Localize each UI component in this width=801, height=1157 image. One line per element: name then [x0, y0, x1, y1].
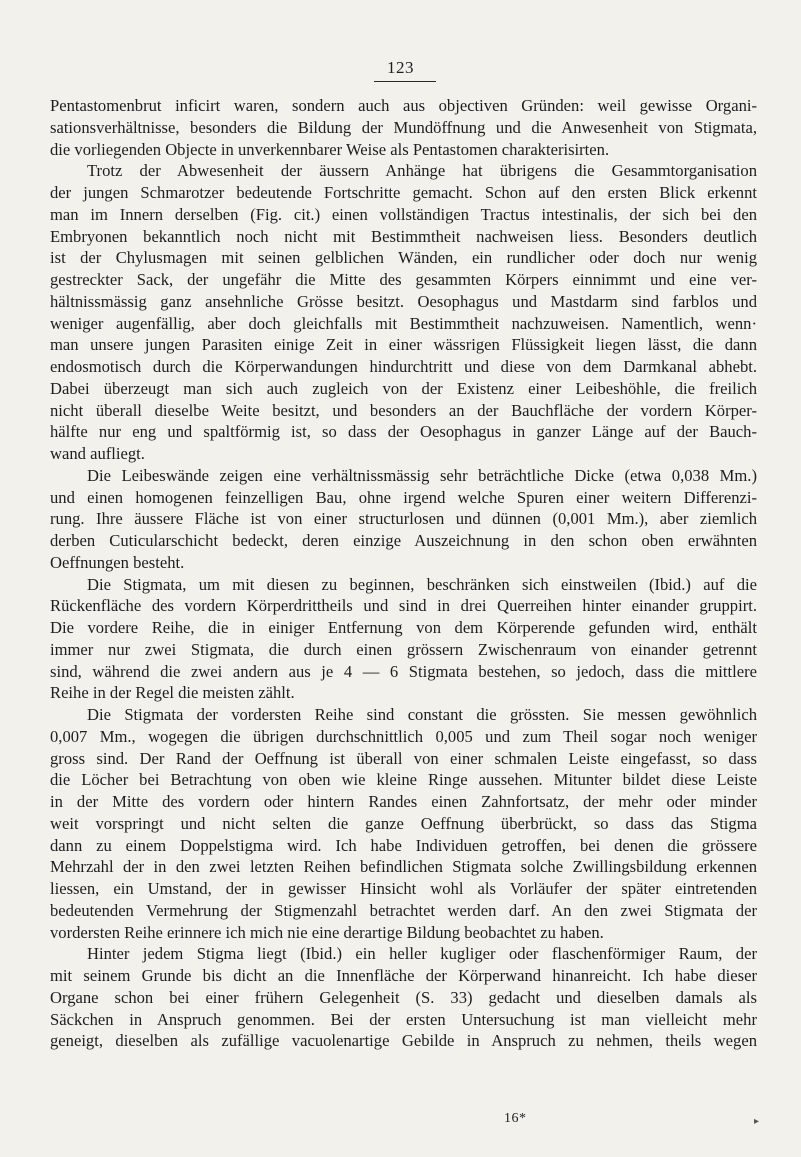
text-line: weniger augenfällig, aber doch gleichfalls mit Bestimmtheit nachzuweisen. Namentlich, wenn·	[50, 313, 757, 333]
text-line: hälfte nur eng und spaltförmig ist, so dass der Oesophagus in ganzer Länge auf der Bauch-	[50, 422, 757, 442]
text-line: mit seinem Grunde bis dicht an die Innenfläche der Körperwand hinanreicht. Ich habe dieser	[50, 966, 757, 985]
signature-mark: 16*	[504, 1111, 527, 1126]
text-line: nicht überall dieselbe Weite besitzt, und besonders an der Bauchfläche der vordern Körper-	[50, 400, 757, 420]
text-line: Die Stigmata der vordersten Reihe sind constant die grössten. Sie messen gewöhnlich	[87, 705, 757, 724]
text-line: Pentastomenbrut inficirt waren, sondern auch aus objectiven Gründen: weil gewisse Organi-	[50, 96, 757, 115]
text-line: immer nur zwei Stigmata, die durch einen grössern Zwischenraum von einander getrennt	[50, 639, 757, 659]
text-line: 0,007 Mm., wogegen die übrigen durchschnittlich 0,005 und zum Theil sogar noch weniger	[50, 726, 757, 746]
text-line: und einen homogenen feinzelligen Bau, ohne irgend welche Spuren einer weitern Differenzi-	[50, 487, 757, 507]
text-line: hältnissmässig ganz ansehnliche Grösse besitzt. Oesophagus und Mastdarm sind farblos und	[50, 291, 757, 311]
text-line: bedeutenden Vermehrung der Stigmenzahl betrachtet werden darf. An den zwei Stigmata der	[50, 900, 757, 920]
text-line: Die vordere Reihe, die in einiger Entfernung von dem Körperende gefunden wird, enthält	[50, 618, 757, 637]
text-line: Organe schon bei einer frühern Gelegenheit (S. 33) gedacht und dieselben damals als	[50, 987, 757, 1007]
page-number: 123	[387, 58, 414, 77]
text-line: vordersten Reihe erinnere ich mich nie eine derartige Bildung beobachtet zu haben.	[50, 922, 604, 942]
text-line: Die Leibeswände zeigen eine verhältnissmässig sehr beträchtliche Dicke (etwa 0,038 Mm.)	[87, 465, 757, 485]
body-text	[50, 95, 757, 1052]
text-line: Rückenfläche des vordern Körperdrittheils und sind in drei Querreihen hinter einander gruppirt.	[50, 596, 757, 616]
text-line: endosmotisch durch die Körperwandungen hindurchtritt und diese von dem Darmkanal abhebt.	[50, 357, 757, 376]
text-line: Oeffnungen besteht.	[50, 552, 185, 572]
header-rule	[374, 81, 436, 82]
text-line: geneigt, dieselben als zufällige vacuolenartige Gebilde in Anspruch zu nehmen, theils wegen	[50, 1031, 757, 1051]
text-line: derben Cuticularschicht bedeckt, deren einzige Auszeichnung in den schon oben erwähnten	[50, 531, 757, 550]
text-line: sind, während die zwei andern aus je 4 — 6 Stigmata bestehen, so jedoch, dass die mittlere	[50, 661, 757, 681]
text-line: in der Mitte des vordern oder hintern Randes einen Zahnfortsatz, der mehr oder minder	[50, 792, 757, 811]
text-line: rung. Ihre äussere Fläche ist von einer structurlosen und dünnen (0,001 Mm.), aber ziemlich	[50, 509, 757, 529]
text-line: Dabei überzeugt man sich auch zugleich von der Existenz einer Leibeshöhle, die freilich	[50, 378, 757, 398]
text-line: Die Stigmata, um mit diesen zu beginnen, beschränken sich einstweilen (Ibid.) auf die	[87, 574, 757, 594]
text-line: dann zu einem Doppelstigma wird. Ich habe Individuen getroffen, bei denen die grössere	[50, 835, 757, 855]
text-line: ist der Chylusmagen mit seinen gelblichen Wänden, ein rundlicher oder doch nur wenig	[50, 248, 757, 268]
text-line: wand aufliegt.	[50, 444, 145, 463]
text-line: gross sind. Der Rand der Oeffnung ist überall von einer schmalen Leiste eingefasst, so dass	[50, 748, 757, 768]
text-line: der jungen Schmarotzer bedeutende Fortschritte gemacht. Schon auf den ersten Blick erkennt	[50, 183, 757, 202]
text-line: Embryonen bekanntlich noch nicht mit Bestimmtheit nachweisen liess. Besonders deutlich	[50, 226, 757, 246]
text-line: Hinter jedem Stigma liegt (Ibid.) ein heller kugliger oder flaschenförmiger Raum, der	[87, 944, 757, 964]
text-line: die Löcher bei Betrachtung von oben wie kleine Ringe aussehen. Mitunter bildet diese Leiste	[50, 770, 757, 790]
text-line: man im Innern derselben (Fig. cit.) einen vollständigen Tractus intestinalis, der sich bei den	[50, 204, 757, 224]
text-line: liessen, ein Umstand, der in gewisser Hinsicht wohl als Vorläufer der später eintretenden	[50, 879, 757, 898]
text-line: gestreckter Sack, der ungefähr die Mitte des gesammten Körpers einnimmt und eine ver-	[50, 270, 757, 289]
text-line: sationsverhältnisse, besonders die Bildung der Mundöffnung und die Anwesenheit von Stigmata,	[50, 117, 757, 137]
edge-mark: ▸	[754, 1116, 760, 1127]
text-line: Reihe in der Regel die meisten zählt.	[50, 683, 295, 703]
text-line: Säckchen in Anspruch genommen. Bei der ersten Untersuchung ist man vielleicht mehr	[50, 1009, 757, 1029]
text-line: man unsere jungen Parasiten einige Zeit in einer wässrigen Flüssigkeit liegen lässt, die dann	[50, 335, 757, 355]
text-line: Trotz der Abwesenheit der äussern Anhänge hat übrigens die Gesammtorganisation	[87, 161, 757, 181]
text-line: die vorliegenden Objecte in unverkennbarer Weise als Pentastomen charakterisirten.	[50, 139, 610, 159]
text-line: Mehrzahl der in den zwei letzten Reihen befindlichen Stigmata solche Zwillingsbildung erkennen	[50, 857, 757, 877]
text-line: weit vorspringt und nicht selten die ganze Oeffnung überbrückt, so dass das Stigma	[50, 813, 757, 833]
